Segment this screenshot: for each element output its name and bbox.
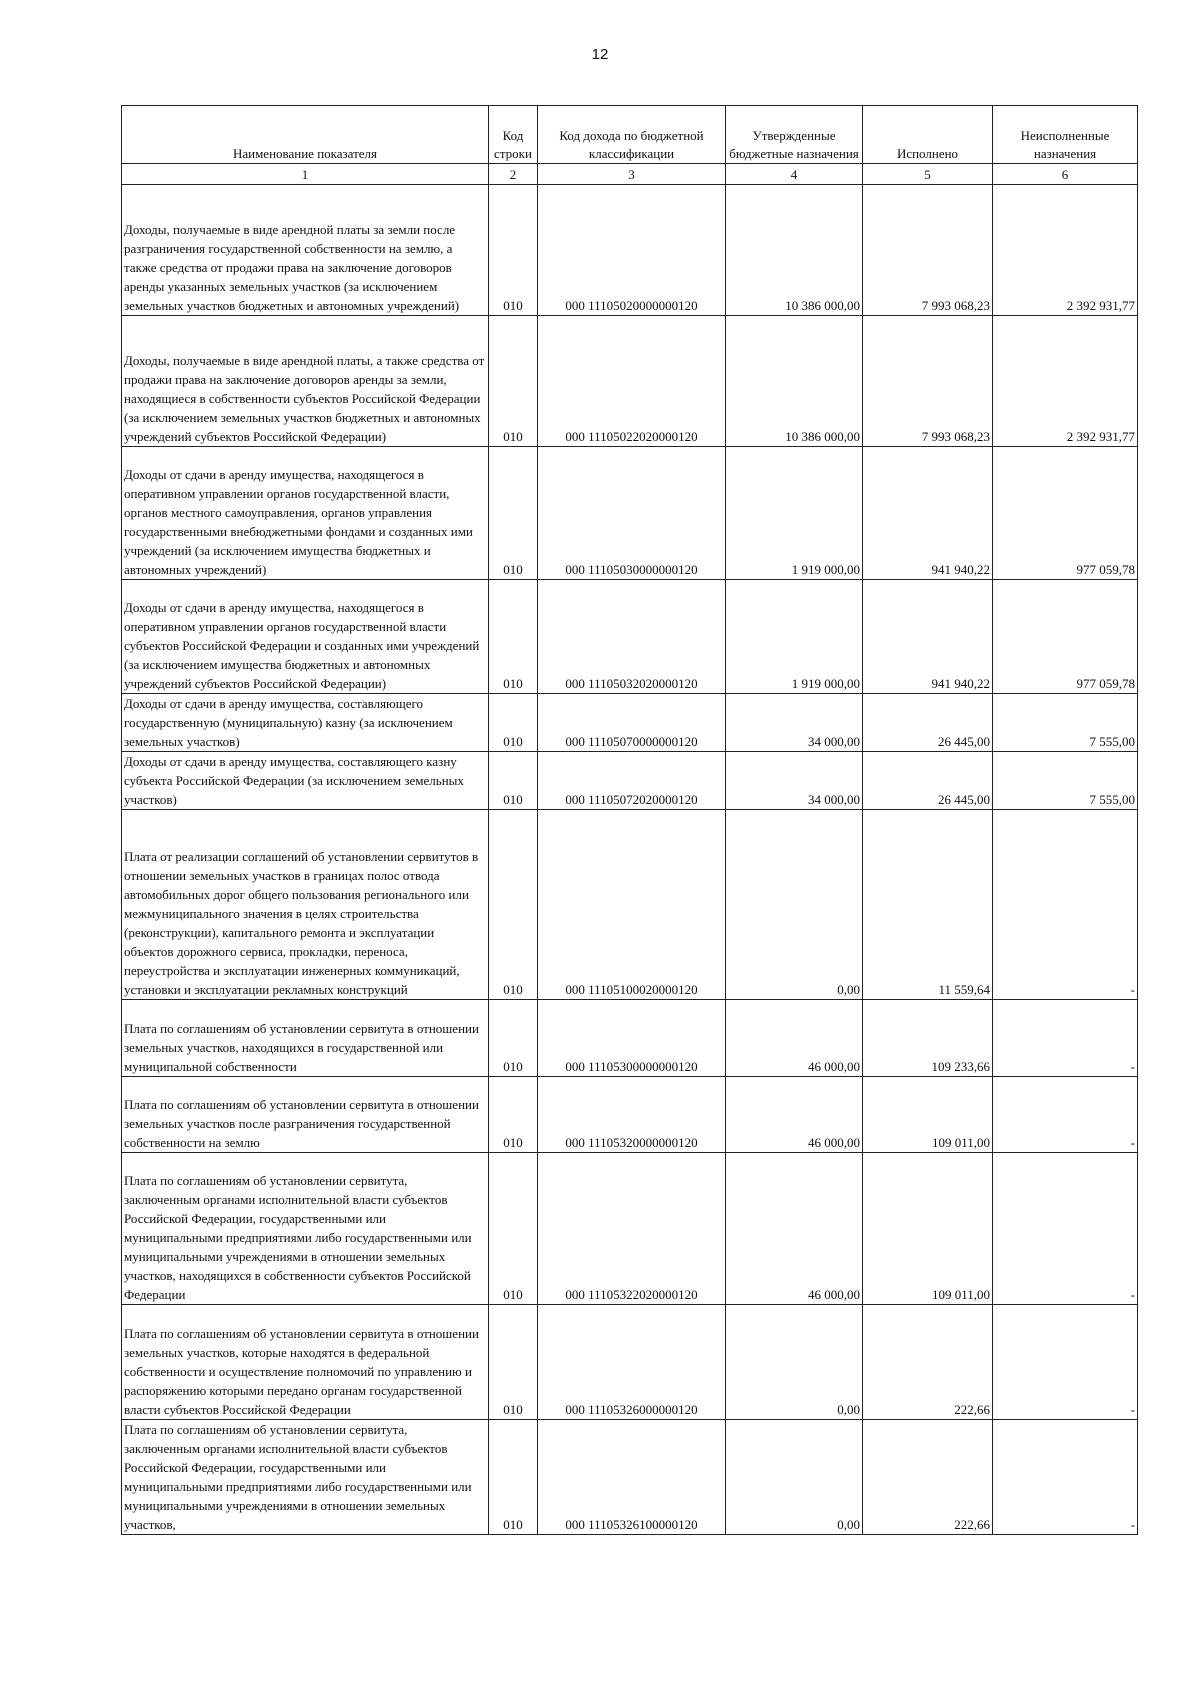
column-number: 5 <box>863 164 993 185</box>
line-code: 010 <box>489 316 538 447</box>
indicator-name: Плата по соглашениям об установлении сервитута в отношении земельных участков, которые находятся в федеральной собственности и осуществление полномочий по управлению и распоряжению которыми передано органам государственной власти субъектов Российской Федерации <box>122 1305 489 1420</box>
indicator-name: Плата по соглашениям об установлении сервитута, заключенным органами исполнительной власти субъектов Российской Федерации, государственными или муниципальными предприятиями либо государственными или муниципальными учреждениями в отношении земельных участков, находящихся в собственности субъектов Российской Федерации <box>122 1153 489 1305</box>
header-approved: Утвержденные бюджетные назначения <box>726 106 863 164</box>
unexecuted-amount: - <box>993 1305 1138 1420</box>
revenue-code: 000 11105022020000120 <box>538 316 726 447</box>
line-code: 010 <box>489 1000 538 1077</box>
line-code: 010 <box>489 1305 538 1420</box>
revenue-code: 000 11105072020000120 <box>538 752 726 810</box>
unexecuted-amount: 7 555,00 <box>993 694 1138 752</box>
indicator-name: Доходы, получаемые в виде арендной платы за земли после разграничения государственной собственности на землю, а также средства от продажи права на заключение договоров аренды указанных земельных участков (за исключением земельных участков бюджетных и автономных учреждений) <box>122 185 489 316</box>
table-row <box>122 1305 1138 1420</box>
revenue-code: 000 11105326100000120 <box>538 1420 726 1535</box>
column-number: 2 <box>489 164 538 185</box>
indicator-name: Плата по соглашениям об установлении сервитута в отношении земельных участков, находящихся в государственной или муниципальной собственности <box>122 1000 489 1077</box>
approved-amount: 10 386 000,00 <box>726 185 863 316</box>
executed-amount: 7 993 068,23 <box>863 316 993 447</box>
unexecuted-amount: - <box>993 810 1138 1000</box>
unexecuted-amount: - <box>993 1420 1138 1535</box>
approved-amount: 1 919 000,00 <box>726 447 863 580</box>
revenue-code: 000 11105326000000120 <box>538 1305 726 1420</box>
revenue-code: 000 11105322020000120 <box>538 1153 726 1305</box>
approved-amount: 34 000,00 <box>726 694 863 752</box>
executed-amount: 941 940,22 <box>863 580 993 694</box>
header-row <box>122 106 1138 164</box>
table-row <box>122 316 1138 447</box>
executed-amount: 11 559,64 <box>863 810 993 1000</box>
table-row <box>122 447 1138 580</box>
approved-amount: 46 000,00 <box>726 1153 863 1305</box>
line-code: 010 <box>489 1077 538 1153</box>
executed-amount: 222,66 <box>863 1420 993 1535</box>
column-number: 1 <box>122 164 489 185</box>
executed-amount: 222,66 <box>863 1305 993 1420</box>
line-code: 010 <box>489 1153 538 1305</box>
indicator-name: Плата от реализации соглашений об установлении сервитутов в отношении земельных участков в границах полос отвода автомобильных дорог общего пользования регионального или межмуниципального значения в целях строительства (реконструкции), капитального ремонта и эксплуатации объектов дорожного сервиса, прокладки, переноса, переустройства и эксплуатации инженерных коммуникаций, установки и эксплуатации рекламных конструкций <box>122 810 489 1000</box>
header-revenue-code: Код дохода по бюджетной классификации <box>538 106 726 164</box>
revenue-code: 000 11105300000000120 <box>538 1000 726 1077</box>
column-number-row <box>122 164 1138 185</box>
unexecuted-amount: 2 392 931,77 <box>993 185 1138 316</box>
indicator-name: Плата по соглашениям об установлении сервитута, заключенным органами исполнительной власти субъектов Российской Федерации, государственными или муниципальными предприятиями либо государственными или муниципальными учреждениями в отношении земельных участков, <box>122 1420 489 1535</box>
approved-amount: 0,00 <box>726 1305 863 1420</box>
revenue-code: 000 11105070000000120 <box>538 694 726 752</box>
executed-amount: 109 011,00 <box>863 1153 993 1305</box>
line-code: 010 <box>489 1420 538 1535</box>
budget-revenue-table <box>121 105 1138 1535</box>
column-number: 3 <box>538 164 726 185</box>
header-unexecuted: Неисполненные назначения <box>993 106 1138 164</box>
table-row <box>122 752 1138 810</box>
table-row <box>122 185 1138 316</box>
table-row <box>122 694 1138 752</box>
approved-amount: 1 919 000,00 <box>726 580 863 694</box>
header-line-code: Код строки <box>489 106 538 164</box>
executed-amount: 7 993 068,23 <box>863 185 993 316</box>
approved-amount: 10 386 000,00 <box>726 316 863 447</box>
unexecuted-amount: - <box>993 1000 1138 1077</box>
revenue-code: 000 11105100020000120 <box>538 810 726 1000</box>
table-row <box>122 1420 1138 1535</box>
revenue-code: 000 11105030000000120 <box>538 447 726 580</box>
line-code: 010 <box>489 447 538 580</box>
table-row <box>122 1153 1138 1305</box>
column-number: 4 <box>726 164 863 185</box>
page-number: 12 <box>591 46 609 63</box>
column-number: 6 <box>993 164 1138 185</box>
indicator-name: Доходы от сдачи в аренду имущества, находящегося в оперативном управлении органов государственной власти, органов местного самоуправления, органов управления государственными внебюджетными фондами и созданных ими учреждений (за исключением имущества бюджетных и автономных учреждений) <box>122 447 489 580</box>
table-row <box>122 1077 1138 1153</box>
indicator-name: Доходы от сдачи в аренду имущества, находящегося в оперативном управлении органов государственной власти субъектов Российской Федерации и созданных ими учреждений (за исключением имущества бюджетных и автономных учреждений субъектов Российской Федерации) <box>122 580 489 694</box>
revenue-code: 000 11105020000000120 <box>538 185 726 316</box>
executed-amount: 26 445,00 <box>863 694 993 752</box>
unexecuted-amount: 2 392 931,77 <box>993 316 1138 447</box>
unexecuted-amount: 977 059,78 <box>993 580 1138 694</box>
unexecuted-amount: - <box>993 1077 1138 1153</box>
approved-amount: 34 000,00 <box>726 752 863 810</box>
executed-amount: 109 011,00 <box>863 1077 993 1153</box>
executed-amount: 109 233,66 <box>863 1000 993 1077</box>
line-code: 010 <box>489 810 538 1000</box>
header-executed: Исполнено <box>863 106 993 164</box>
approved-amount: 0,00 <box>726 810 863 1000</box>
line-code: 010 <box>489 185 538 316</box>
table-row <box>122 580 1138 694</box>
revenue-code: 000 11105032020000120 <box>538 580 726 694</box>
revenue-code: 000 11105320000000120 <box>538 1077 726 1153</box>
line-code: 010 <box>489 580 538 694</box>
executed-amount: 26 445,00 <box>863 752 993 810</box>
indicator-name: Доходы от сдачи в аренду имущества, составляющего государственную (муниципальную) казну (за исключением земельных участков) <box>122 694 489 752</box>
unexecuted-amount: 7 555,00 <box>993 752 1138 810</box>
header-indicator-name: Наименование показателя <box>122 106 489 164</box>
indicator-name: Доходы от сдачи в аренду имущества, составляющего казну субъекта Российской Федерации (за исключением земельных участков) <box>122 752 489 810</box>
indicator-name: Доходы, получаемые в виде арендной платы, а также средства от продажи права на заключение договоров аренды за земли, находящиеся в собственности субъектов Российской Федерации (за исключением земельных участков бюджетных и автономных учреждений субъектов Российской Федерации) <box>122 316 489 447</box>
approved-amount: 0,00 <box>726 1420 863 1535</box>
table-row <box>122 810 1138 1000</box>
table-row <box>122 1000 1138 1077</box>
line-code: 010 <box>489 694 538 752</box>
line-code: 010 <box>489 752 538 810</box>
executed-amount: 941 940,22 <box>863 447 993 580</box>
unexecuted-amount: - <box>993 1153 1138 1305</box>
approved-amount: 46 000,00 <box>726 1077 863 1153</box>
unexecuted-amount: 977 059,78 <box>993 447 1138 580</box>
indicator-name: Плата по соглашениям об установлении сервитута в отношении земельных участков после разграничения государственной собственности на землю <box>122 1077 489 1153</box>
approved-amount: 46 000,00 <box>726 1000 863 1077</box>
